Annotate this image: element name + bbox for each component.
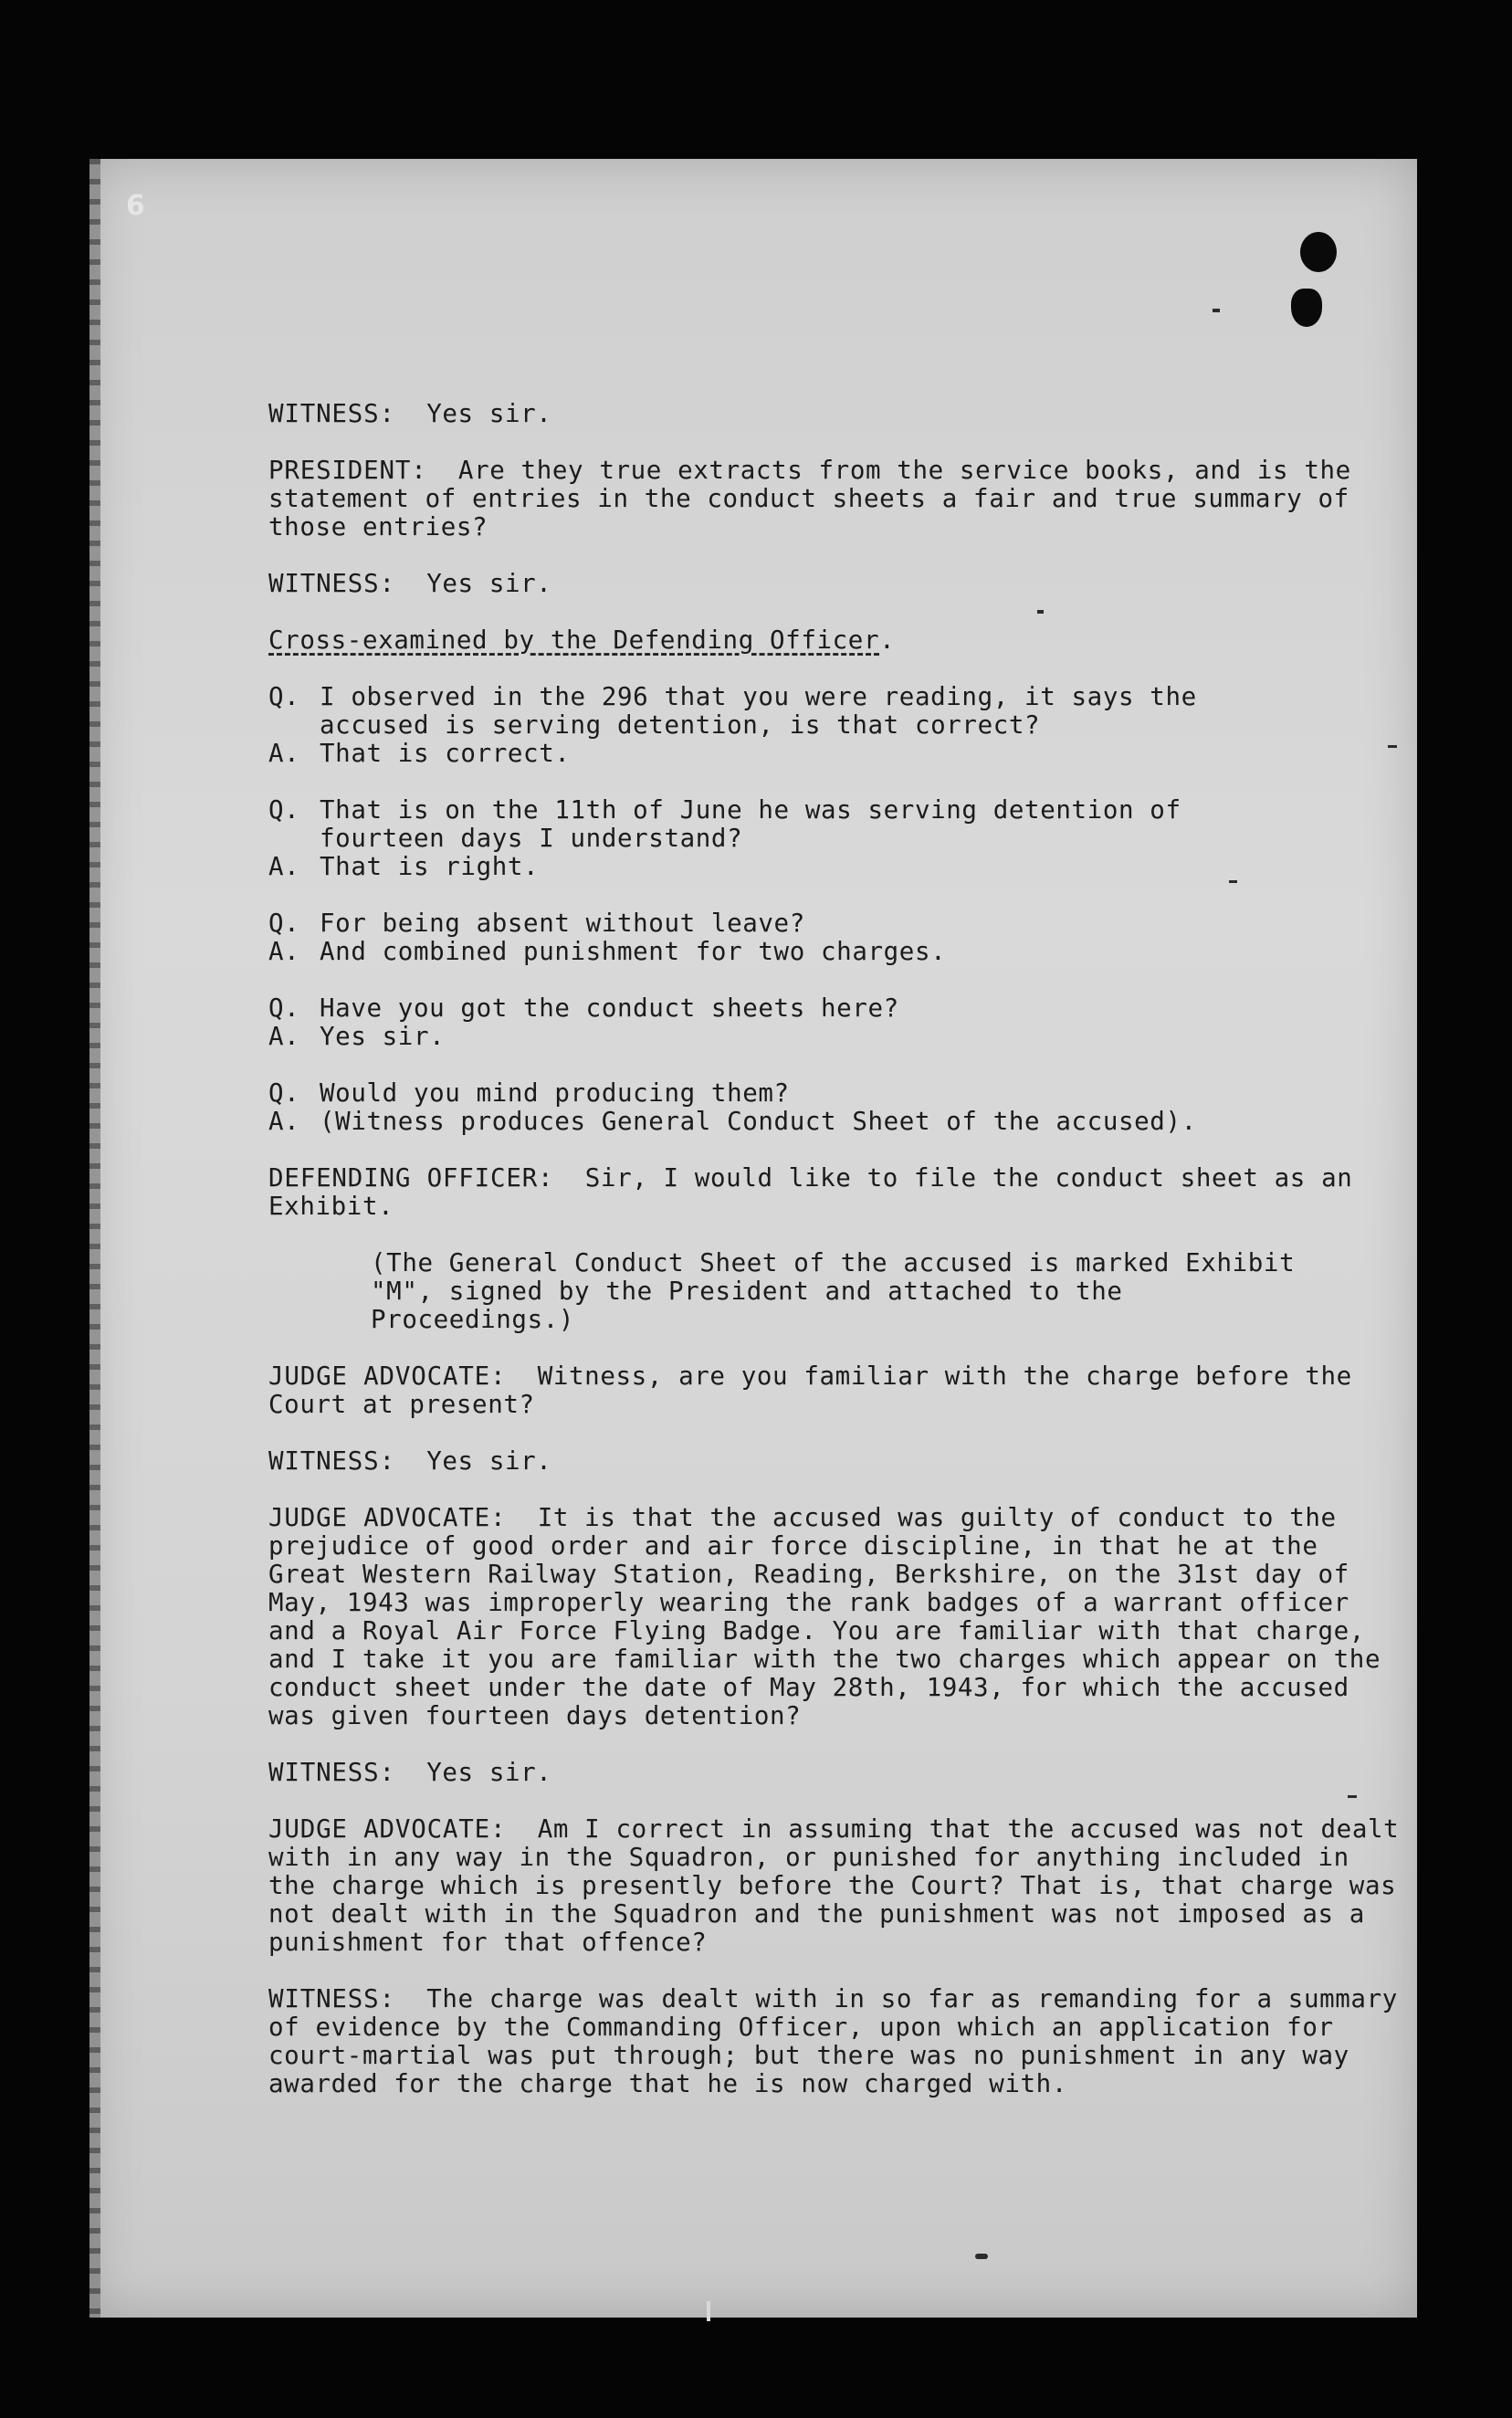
answer-marker: A. <box>268 1022 300 1051</box>
answer-text: And combined punishment for two charges. <box>320 937 947 966</box>
speech-text: Yes sir. <box>426 399 552 428</box>
question-text: For being absent without leave? <box>320 909 805 938</box>
question-marker: Q. <box>268 993 300 1023</box>
answer-text: Yes sir. <box>320 1022 446 1051</box>
speaker-label: WITNESS: <box>268 569 395 598</box>
scan-speck <box>707 2301 710 2321</box>
witness-answer <box>268 570 1401 598</box>
exhibit-note: (The General Conduct Sheet of the accused is marked Exhibit "M", signed by the President and attached to the Proceedings.) <box>371 1248 1296 1334</box>
question-marker: Q. <box>268 909 300 938</box>
president-question <box>268 457 1401 541</box>
qa-exchange <box>268 994 1401 1051</box>
witness-answer <box>268 1985 1401 2098</box>
speech-text: It is that the accused was guilty of conduct to the prejudice of good order and air force discipline, in that he at the Great Western Railway Station, Reading, Berkshire, on the 31st day of May, 1943 was improperly wearing the rank badges of a warrant officer and a Royal Air Force Flying Badge. You are familiar with that charge, and I take it you are familiar with the two charges which appear on the conduct sheet under the date of May 28th, 1943, for which the accused was given fourteen days detention? <box>268 1503 1381 1730</box>
speaker-label: JUDGE ADVOCATE: <box>268 1361 507 1391</box>
answer-marker: A. <box>268 1107 300 1136</box>
judge-advocate-question <box>268 1504 1401 1730</box>
answer-marker: A. <box>268 739 300 768</box>
speaker-label: DEFENDING OFFICER: <box>268 1163 554 1193</box>
speaker-label: PRESIDENT: <box>268 456 427 485</box>
witness-answer <box>268 1447 1401 1476</box>
section-heading-period: . <box>879 626 896 655</box>
question-marker: Q. <box>268 795 300 825</box>
scan-speck <box>1213 309 1220 312</box>
question-text: accused is serving detention, is that correct? <box>320 710 1041 740</box>
qa-exchange <box>268 1079 1401 1136</box>
scan-speck <box>975 2254 988 2259</box>
section-heading: Cross-examined by the Defending Officer <box>268 626 880 655</box>
question-marker: Q. <box>268 682 300 711</box>
witness-answer <box>268 400 1401 428</box>
question-text: Have you got the conduct sheets here? <box>320 993 899 1023</box>
answer-text: That is correct. <box>320 739 571 768</box>
answer-text: That is right. <box>320 852 540 881</box>
speaker-label: WITNESS: <box>268 1446 395 1476</box>
speech-text: Yes sir. <box>426 1758 552 1787</box>
question-text: fourteen days I understand? <box>320 824 743 853</box>
judge-advocate-question <box>268 1362 1401 1419</box>
punch-hole-icon <box>1300 232 1337 272</box>
speech-text: Sir, I would like to file the conduct sheet as an Exhibit. <box>268 1163 1353 1221</box>
speech-text: Are they true extracts from the service books, and is the statement of entries in the conduct sheets a fair and true summary of those entries? <box>268 456 1351 541</box>
qa-exchange <box>268 909 1401 966</box>
speech-text: Yes sir. <box>426 569 552 598</box>
question-text: Would you mind producing them? <box>320 1078 790 1108</box>
speech-text: Witness, are you familiar with the charge before the Court at present? <box>268 1361 1352 1419</box>
speech-text: Am I correct in assuming that the accused was not dealt with in any way in the Squadron, or punished for anything included in the charge which is presently before the Court? That is, that charge was not dealt with in the Squadron and the punishment was not imposed as a punishment for that offence? <box>268 1814 1400 1957</box>
question-text: That is on the 11th of June he was serving detention of <box>320 795 1181 825</box>
speech-text: The charge was dealt with in so far as remanding for a summary of evidence by the Commanding Officer, upon which an application for court-martial was put through; but there was no punishment in any way awarded for the charge that he is now charged with. <box>268 1984 1398 2098</box>
speaker-label: JUDGE ADVOCATE: <box>268 1814 507 1844</box>
punch-hole-icon <box>1291 289 1322 327</box>
answer-text: (Witness produces General Conduct Sheet of the accused). <box>320 1107 1197 1136</box>
transcript-body <box>268 400 1401 2127</box>
answer-marker: A. <box>268 937 300 966</box>
defending-officer-statement <box>268 1164 1401 1221</box>
speech-text: Yes sir. <box>426 1446 552 1476</box>
qa-exchange <box>268 683 1401 768</box>
speaker-label: JUDGE ADVOCATE: <box>268 1503 507 1532</box>
speaker-label: WITNESS: <box>268 1758 395 1787</box>
section-heading-line <box>268 626 1401 655</box>
question-text: I observed in the 296 that you were reading, it says the <box>320 682 1197 711</box>
witness-answer <box>268 1759 1401 1787</box>
page-number: 6 <box>126 190 145 222</box>
question-marker: Q. <box>268 1078 300 1108</box>
judge-advocate-question <box>268 1815 1401 1957</box>
speaker-label: WITNESS: <box>268 399 395 428</box>
qa-exchange <box>268 796 1401 881</box>
answer-marker: A. <box>268 852 300 881</box>
speaker-label: WITNESS: <box>268 1984 395 2013</box>
